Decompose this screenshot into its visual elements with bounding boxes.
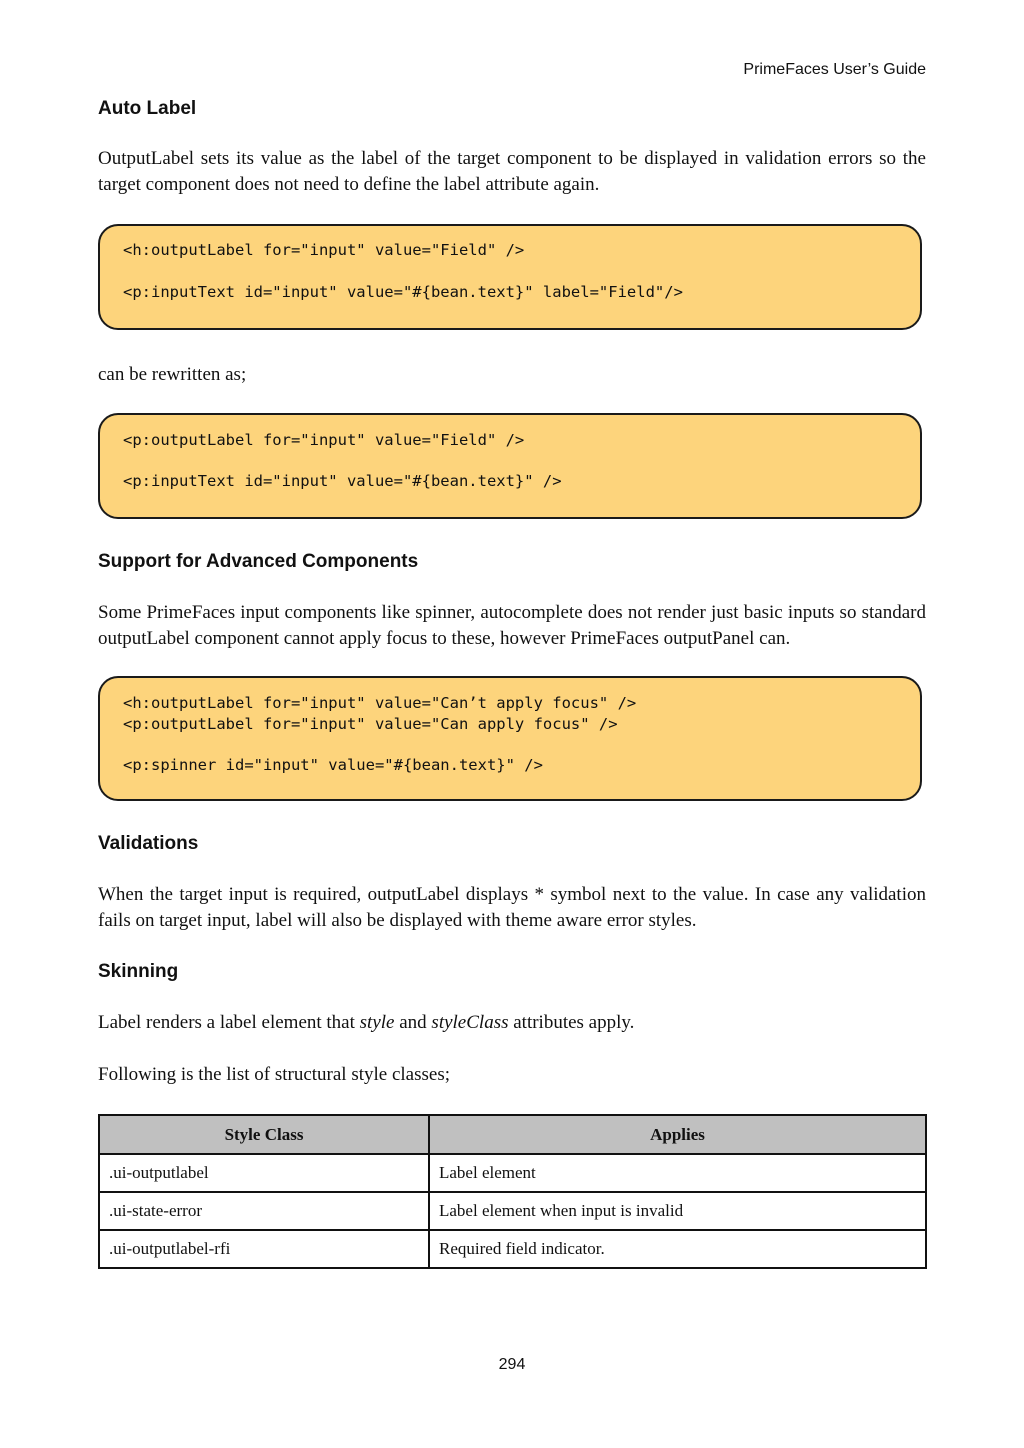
heading-advanced-components: Support for Advanced Components — [98, 551, 419, 572]
table-cell: Required field indicator. — [429, 1230, 926, 1268]
style-attribute-term: style — [359, 1012, 395, 1033]
code-line: <p:outputLabel for="input" value="Can apply focus" /> — [123, 715, 618, 733]
code-block-rewritten — [98, 413, 922, 519]
table-header-row — [99, 1115, 926, 1154]
running-header: PrimeFaces User’s Guide — [743, 61, 926, 78]
code-line: <p:spinner id="input" value="#{bean.text}" /> — [123, 756, 543, 774]
paragraph-skinning: Label renders a label element that style and styleClass attributes apply. — [98, 1012, 635, 1033]
column-header-applies: Applies — [429, 1115, 926, 1154]
code-line: <p:outputLabel for="input" value="Field" /> — [123, 431, 525, 449]
table-row — [99, 1154, 926, 1192]
paragraph-auto-label: OutputLabel sets its value as the label of the target component to be displayed in validation errors so the target component does not need to define the label attribute again. — [98, 148, 926, 195]
styleclass-attribute-term: styleClass — [431, 1012, 509, 1033]
table-cell: Label element when input is invalid — [429, 1192, 926, 1230]
table-row — [99, 1230, 926, 1268]
code-line: <h:outputLabel for="input" value="Can’t apply focus" /> — [123, 694, 637, 712]
paragraph-advanced-components: Some PrimeFaces input components like spinner, autocomplete does not render just basic inputs so standard outputLabel component cannot apply focus to these, however PrimeFaces outputPanel can. — [98, 602, 926, 649]
column-header-style-class: Style Class — [99, 1115, 429, 1154]
page-number: 294 — [498, 1356, 526, 1373]
paragraph-style-classes-intro: Following is the list of structural style classes; — [98, 1064, 450, 1085]
style-classes-table — [98, 1114, 927, 1269]
code-line: <p:inputText id="input" value="#{bean.text}" label="Field"/> — [123, 283, 683, 301]
heading-validations: Validations — [98, 833, 199, 854]
code-line: <p:inputText id="input" value="#{bean.text}" /> — [123, 472, 562, 490]
table-cell: .ui-state-error — [99, 1192, 429, 1230]
table-row — [99, 1192, 926, 1230]
heading-skinning: Skinning — [98, 961, 179, 982]
table-cell: .ui-outputlabel — [99, 1154, 429, 1192]
heading-auto-label: Auto Label — [98, 98, 197, 119]
paragraph-rewritten-intro: can be rewritten as; — [98, 364, 247, 385]
table-cell: Label element — [429, 1154, 926, 1192]
code-block-advanced — [98, 676, 922, 801]
paragraph-validations: When the target input is required, outputLabel displays * symbol next to the value. In case any validation fails on target input, label will also be displayed with theme aware error styles. — [98, 884, 926, 931]
code-block-auto-label — [98, 224, 922, 330]
table-cell: .ui-outputlabel-rfi — [99, 1230, 429, 1268]
code-line: <h:outputLabel for="input" value="Field" /> — [123, 241, 525, 259]
